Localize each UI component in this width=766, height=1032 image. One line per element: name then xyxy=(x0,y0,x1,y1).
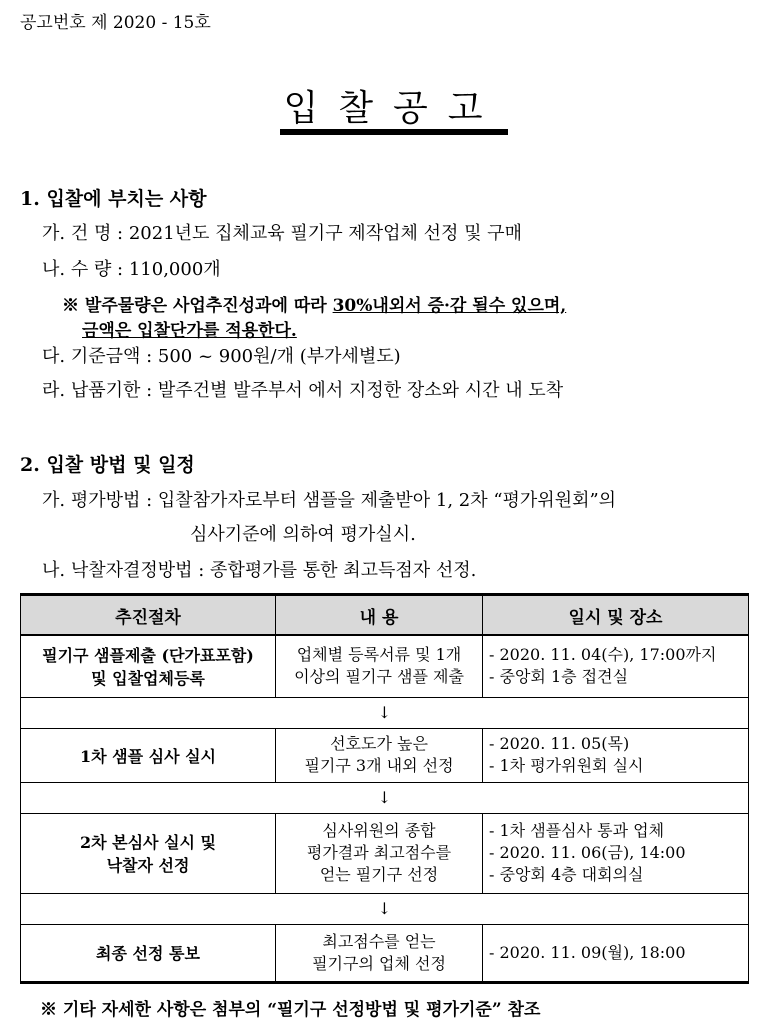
step-cell: 2차 본심사 실시 및 낙찰자 선정 xyxy=(21,813,276,893)
schedule-cell: - 2020. 11. 09(월), 18:00 xyxy=(483,924,749,982)
table-row xyxy=(21,813,749,893)
table-row xyxy=(21,635,749,697)
section-1-heading: 1. 입찰에 부치는 사항 xyxy=(20,188,207,210)
step-cell: 최종 선정 통보 xyxy=(21,924,276,982)
page-title: 입찰공고 xyxy=(283,88,503,129)
arrow-row xyxy=(21,782,749,813)
content-cell: 최고점수를 얻는 필기구의 업체 선정 xyxy=(276,924,483,982)
header-step: 추진절차 xyxy=(21,595,276,636)
winner-decision-method: 나. 낙찰자결정방법 : 종합평가를 통한 최고득점자 선정. xyxy=(42,560,477,581)
item-delivery-deadline: 라. 납품기한 : 발주건별 발주부서 에서 지정한 장소와 시간 내 도착 xyxy=(42,380,564,401)
table-row xyxy=(21,728,749,782)
schedule-cell: - 2020. 11. 05(목) - 1차 평가위원회 실시 xyxy=(483,728,749,782)
quantity-note xyxy=(62,291,566,316)
quantity-note-line2: 금액은 입찰단가를 적용한다. xyxy=(82,321,297,341)
arrow-row xyxy=(21,697,749,728)
item-base-price: 다. 기준금액 : 500 ~ 900원/개 (부가세별도) xyxy=(42,346,401,367)
content-cell: 업체별 등록서류 및 1개 이상의 필기구 샘플 제출 xyxy=(276,635,483,697)
quantity-note-underlined: 30%내외서 증·감 될수 있으며, xyxy=(332,296,567,316)
procedure-table xyxy=(20,593,749,984)
step-cell: 필기구 샘플제출 (단가표포함) 및 입찰업체등록 xyxy=(21,635,276,697)
header-content: 내 용 xyxy=(276,595,483,636)
table-row xyxy=(21,924,749,982)
section-2-heading: 2. 입찰 방법 및 일정 xyxy=(20,454,195,476)
down-arrow-icon: ↓ xyxy=(21,697,749,728)
evaluation-method-line2: 심사기준에 의하여 평가실시. xyxy=(190,524,416,545)
item-quantity: 나. 수 량 : 110,000개 xyxy=(42,259,221,280)
evaluation-method-line1: 가. 평가방법 : 입찰참가자로부터 샘플을 제출받아 1, 2차 “평가위원회”의 xyxy=(42,490,617,511)
content-cell: 선호도가 높은 필기구 3개 내외 선정 xyxy=(276,728,483,782)
schedule-cell: - 1차 샘플심사 통과 업체 - 2020. 11. 06(금), 14:00 - 중앙회 4층 대회의실 xyxy=(483,813,749,893)
content-cell: 심사위원의 종합 평가결과 최고점수를 얻는 필기구 선정 xyxy=(276,813,483,893)
down-arrow-icon: ↓ xyxy=(21,782,749,813)
title-underline xyxy=(280,129,508,135)
table-header-row xyxy=(21,595,749,636)
header-schedule: 일시 및 장소 xyxy=(483,595,749,636)
down-arrow-icon: ↓ xyxy=(21,893,749,924)
arrow-row xyxy=(21,893,749,924)
step-cell: 1차 샘플 심사 실시 xyxy=(21,728,276,782)
notice-number: 공고번호 제 2020 - 15호 xyxy=(20,13,211,33)
item-name: 가. 건 명 : 2021년도 집체교육 필기구 제작업체 선정 및 구매 xyxy=(42,223,522,244)
schedule-cell: - 2020. 11. 04(수), 17:00까지 - 중앙회 1층 접견실 xyxy=(483,635,749,697)
quantity-note-prefix: ※ 발주물량은 사업추진성과에 따라 xyxy=(62,296,333,316)
footer-note: ※ 기타 자세한 사항은 첨부의 “필기구 선정방법 및 평가기준” 참조 xyxy=(40,1000,541,1020)
